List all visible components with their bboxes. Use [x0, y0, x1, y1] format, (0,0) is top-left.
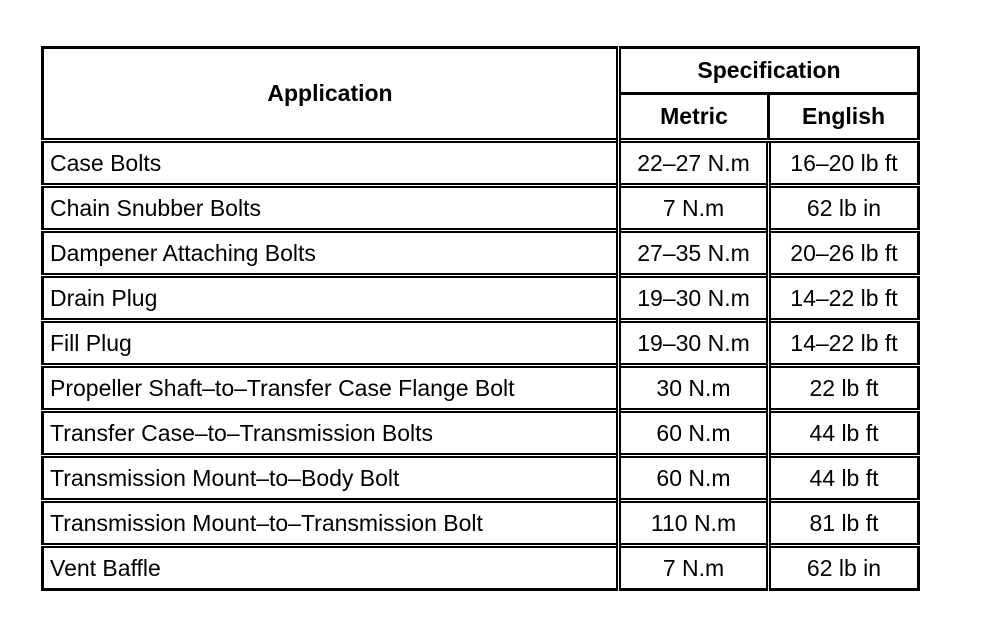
cell-metric: 7 N.m	[619, 186, 769, 231]
cell-application: Fill Plug	[43, 321, 619, 366]
cell-metric: 60 N.m	[619, 456, 769, 501]
cell-application: Chain Snubber Bolts	[43, 186, 619, 231]
table-row	[43, 141, 919, 186]
cell-english: 20–26 lb ft	[769, 231, 919, 276]
table-header	[43, 48, 919, 141]
cell-english: 81 lb ft	[769, 501, 919, 546]
cell-english: 62 lb in	[769, 546, 919, 590]
cell-metric: 30 N.m	[619, 366, 769, 411]
table-row	[43, 501, 919, 546]
table-row	[43, 411, 919, 456]
cell-english: 22 lb ft	[769, 366, 919, 411]
cell-application: Transmission Mount–to–Body Bolt	[43, 456, 619, 501]
table-row	[43, 366, 919, 411]
table-body	[43, 141, 919, 590]
table-row	[43, 186, 919, 231]
cell-english: 14–22 lb ft	[769, 321, 919, 366]
cell-english: 44 lb ft	[769, 456, 919, 501]
cell-english: 16–20 lb ft	[769, 141, 919, 186]
cell-metric: 19–30 N.m	[619, 321, 769, 366]
cell-application: Transmission Mount–to–Transmission Bolt	[43, 501, 619, 546]
cell-application: Vent Baffle	[43, 546, 619, 590]
table-row	[43, 456, 919, 501]
cell-metric: 7 N.m	[619, 546, 769, 590]
cell-application: Dampener Attaching Bolts	[43, 231, 619, 276]
cell-metric: 110 N.m	[619, 501, 769, 546]
cell-metric: 60 N.m	[619, 411, 769, 456]
cell-english: 14–22 lb ft	[769, 276, 919, 321]
cell-application: Propeller Shaft–to–Transfer Case Flange Bolt	[43, 366, 619, 411]
cell-application: Case Bolts	[43, 141, 619, 186]
cell-metric: 22–27 N.m	[619, 141, 769, 186]
torque-spec-table	[41, 46, 920, 591]
header-application: Application	[43, 48, 619, 141]
cell-application: Drain Plug	[43, 276, 619, 321]
cell-metric: 27–35 N.m	[619, 231, 769, 276]
header-english: English	[769, 94, 919, 141]
header-metric: Metric	[619, 94, 769, 141]
table-row	[43, 276, 919, 321]
cell-metric: 19–30 N.m	[619, 276, 769, 321]
table-row	[43, 546, 919, 590]
header-specification: Specification	[619, 48, 919, 94]
cell-application: Transfer Case–to–Transmission Bolts	[43, 411, 619, 456]
cell-english: 44 lb ft	[769, 411, 919, 456]
table-row	[43, 231, 919, 276]
table-row	[43, 321, 919, 366]
cell-english: 62 lb in	[769, 186, 919, 231]
